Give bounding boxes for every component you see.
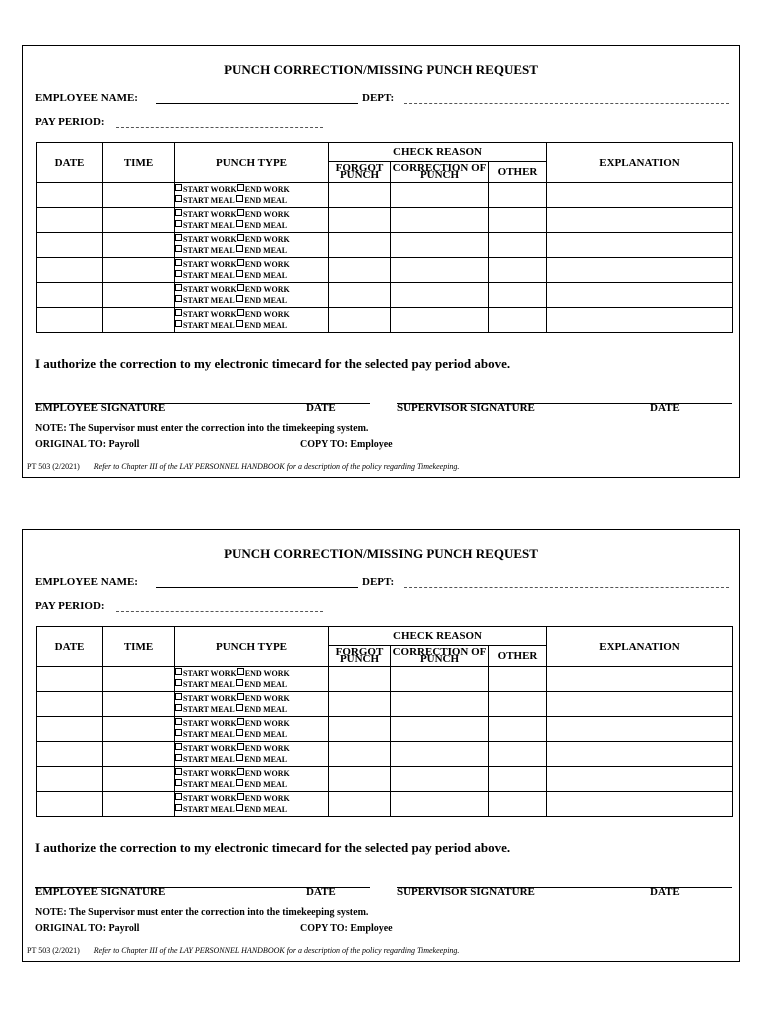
start-work-label: START WORK	[183, 669, 237, 678]
employee-name-field[interactable]	[156, 103, 358, 104]
time-cell[interactable]	[103, 792, 175, 817]
time-cell[interactable]	[103, 742, 175, 767]
checkbox-icon	[175, 220, 182, 227]
correction-of-punch-cell[interactable]	[391, 717, 489, 742]
supervisor-date-label: DATE	[650, 402, 680, 414]
start-work-checkbox[interactable]	[175, 260, 237, 269]
start-work-checkbox[interactable]	[175, 310, 237, 319]
end-work-checkbox[interactable]	[237, 210, 290, 219]
punch-type-cell	[175, 767, 329, 792]
start-meal-checkbox[interactable]	[175, 246, 234, 255]
end-work-label: END WORK	[244, 769, 290, 778]
forgot-punch-cell[interactable]	[329, 183, 391, 208]
end-work-checkbox[interactable]	[237, 744, 290, 753]
explanation-column-header: EXPLANATION	[547, 627, 733, 667]
checkbox-icon	[175, 234, 182, 241]
checkbox-icon	[237, 693, 244, 700]
start-meal-checkbox[interactable]	[175, 730, 234, 739]
dept-field[interactable]	[404, 587, 729, 588]
date-cell[interactable]	[37, 208, 103, 233]
start-meal-checkbox[interactable]	[175, 780, 234, 789]
start-work-checkbox[interactable]	[175, 694, 237, 703]
end-meal-checkbox[interactable]	[236, 271, 287, 280]
checkbox-icon	[175, 295, 182, 302]
start-work-label: START WORK	[183, 235, 237, 244]
explanation-cell[interactable]	[547, 767, 733, 792]
employee-signature-label: EMPLOYEE SIGNATURE	[35, 886, 166, 898]
other-cell[interactable]	[489, 233, 547, 258]
explanation-cell[interactable]	[547, 717, 733, 742]
end-meal-label: END MEAL	[244, 730, 288, 739]
correction-of-punch-cell[interactable]	[391, 183, 489, 208]
dept-field[interactable]	[404, 103, 729, 104]
end-work-label: END WORK	[244, 235, 290, 244]
end-meal-checkbox[interactable]	[236, 755, 287, 764]
time-column-header: TIME	[103, 143, 175, 183]
start-meal-label: START MEAL	[183, 755, 235, 764]
checkbox-icon	[237, 768, 244, 775]
start-meal-checkbox[interactable]	[175, 196, 234, 205]
explanation-cell[interactable]	[547, 233, 733, 258]
start-work-checkbox[interactable]	[175, 285, 237, 294]
punch-type-cell	[175, 183, 329, 208]
table-row	[37, 258, 733, 283]
explanation-cell[interactable]	[547, 308, 733, 333]
start-meal-checkbox[interactable]	[175, 321, 234, 330]
time-cell[interactable]	[103, 283, 175, 308]
start-meal-label: START MEAL	[183, 680, 235, 689]
supervisor-date-label: DATE	[650, 886, 680, 898]
checkbox-icon	[175, 804, 182, 811]
punch-type-cell	[175, 717, 329, 742]
employee-name-field[interactable]	[156, 587, 358, 588]
correction-of-punch-cell[interactable]	[391, 208, 489, 233]
forgot-punch-cell[interactable]	[329, 717, 391, 742]
checkbox-icon	[236, 245, 243, 252]
checkbox-icon	[175, 209, 182, 216]
end-work-label: END WORK	[244, 210, 290, 219]
end-work-checkbox[interactable]	[237, 260, 290, 269]
table-row	[37, 767, 733, 792]
explanation-cell[interactable]	[547, 208, 733, 233]
start-meal-label: START MEAL	[183, 221, 235, 230]
other-cell[interactable]	[489, 308, 547, 333]
original-to: ORIGINAL TO: Payroll	[35, 439, 140, 450]
checkbox-icon	[175, 793, 182, 800]
end-work-label: END WORK	[244, 310, 290, 319]
end-work-label: END WORK	[244, 260, 290, 269]
checkbox-icon	[236, 320, 243, 327]
other-cell[interactable]	[489, 183, 547, 208]
checkbox-icon	[175, 184, 182, 191]
end-meal-checkbox[interactable]	[236, 705, 287, 714]
start-meal-checkbox[interactable]	[175, 755, 234, 764]
explanation-cell[interactable]	[547, 742, 733, 767]
checkbox-icon	[236, 270, 243, 277]
forgot-punch-cell[interactable]	[329, 692, 391, 717]
start-meal-label: START MEAL	[183, 196, 235, 205]
end-work-checkbox[interactable]	[237, 694, 290, 703]
correction-of-punch-header: CORRECTION OF PUNCH	[391, 646, 489, 667]
punch-table	[36, 142, 733, 333]
start-meal-checkbox[interactable]	[175, 221, 234, 230]
check-reason-header: CHECK REASON	[329, 627, 547, 646]
employee-date-label: DATE	[306, 402, 336, 414]
end-work-label: END WORK	[244, 694, 290, 703]
punch-type-column-header: PUNCH TYPE	[175, 143, 329, 183]
checkbox-icon	[236, 754, 243, 761]
other-cell[interactable]	[489, 742, 547, 767]
time-cell[interactable]	[103, 233, 175, 258]
start-work-label: START WORK	[183, 185, 237, 194]
checkbox-icon	[175, 779, 182, 786]
end-meal-label: END MEAL	[244, 780, 288, 789]
checkbox-icon	[175, 754, 182, 761]
forgot-punch-cell[interactable]	[329, 233, 391, 258]
checkbox-icon	[237, 718, 244, 725]
copy-to: COPY TO: Employee	[300, 439, 393, 450]
checkbox-icon	[175, 679, 182, 686]
time-cell[interactable]	[103, 692, 175, 717]
start-meal-checkbox[interactable]	[175, 705, 234, 714]
pay-period-label: PAY PERIOD:	[35, 600, 105, 612]
employee-name-label: EMPLOYEE NAME:	[35, 576, 138, 588]
start-work-checkbox[interactable]	[175, 719, 237, 728]
end-work-label: END WORK	[244, 794, 290, 803]
checkbox-icon	[175, 195, 182, 202]
employee-signature-label: EMPLOYEE SIGNATURE	[35, 402, 166, 414]
checkbox-icon	[175, 320, 182, 327]
forgot-punch-cell[interactable]	[329, 283, 391, 308]
date-cell[interactable]	[37, 258, 103, 283]
start-work-checkbox[interactable]	[175, 235, 237, 244]
checkbox-icon	[237, 743, 244, 750]
end-work-checkbox[interactable]	[237, 310, 290, 319]
explanation-cell[interactable]	[547, 258, 733, 283]
start-meal-label: START MEAL	[183, 730, 235, 739]
punch-type-cell	[175, 208, 329, 233]
checkbox-icon	[236, 195, 243, 202]
end-meal-checkbox[interactable]	[236, 680, 287, 689]
end-work-checkbox[interactable]	[237, 794, 290, 803]
form-code: PT 503 (2/2021)	[27, 462, 80, 471]
correction-of-punch-cell[interactable]	[391, 692, 489, 717]
end-meal-label: END MEAL	[244, 221, 288, 230]
end-meal-checkbox[interactable]	[236, 730, 287, 739]
form-title: PUNCH CORRECTION/MISSING PUNCH REQUEST	[224, 546, 538, 561]
checkbox-icon	[236, 779, 243, 786]
checkbox-icon	[175, 284, 182, 291]
authorization-statement: I authorize the correction to my electronic timecard for the selected pay period above.	[35, 356, 511, 371]
start-work-label: START WORK	[183, 719, 237, 728]
start-work-label: START WORK	[183, 285, 237, 294]
end-meal-checkbox[interactable]	[236, 805, 287, 814]
form-title: PUNCH CORRECTION/MISSING PUNCH REQUEST	[224, 62, 538, 77]
time-cell[interactable]	[103, 717, 175, 742]
checkbox-icon	[175, 704, 182, 711]
checkbox-icon	[237, 793, 244, 800]
dept-label: DEPT:	[362, 576, 395, 588]
other-cell[interactable]	[489, 258, 547, 283]
end-meal-label: END MEAL	[244, 296, 288, 305]
correction-of-punch-cell[interactable]	[391, 258, 489, 283]
checkbox-icon	[175, 729, 182, 736]
checkbox-icon	[175, 693, 182, 700]
start-work-checkbox[interactable]	[175, 794, 237, 803]
table-row	[37, 233, 733, 258]
checkbox-icon	[236, 729, 243, 736]
time-cell[interactable]	[103, 258, 175, 283]
time-column-header: TIME	[103, 627, 175, 667]
end-work-checkbox[interactable]	[237, 185, 290, 194]
start-meal-checkbox[interactable]	[175, 680, 234, 689]
date-cell[interactable]	[37, 767, 103, 792]
punch-type-cell	[175, 742, 329, 767]
explanation-cell[interactable]	[547, 183, 733, 208]
table-row	[37, 183, 733, 208]
explanation-column-header: EXPLANATION	[547, 143, 733, 183]
table-row	[37, 692, 733, 717]
checkbox-icon	[237, 234, 244, 241]
checkbox-icon	[236, 679, 243, 686]
end-work-checkbox[interactable]	[237, 719, 290, 728]
forgot-punch-cell[interactable]	[329, 792, 391, 817]
other-header: OTHER	[489, 162, 547, 183]
forgot-punch-cell[interactable]	[329, 258, 391, 283]
end-meal-checkbox[interactable]	[236, 196, 287, 205]
checkbox-icon	[175, 259, 182, 266]
end-work-checkbox[interactable]	[237, 669, 290, 678]
checkbox-icon	[175, 668, 182, 675]
pay-period-field[interactable]	[116, 611, 323, 612]
end-meal-label: END MEAL	[244, 680, 288, 689]
correction-of-punch-cell[interactable]	[391, 233, 489, 258]
correction-of-punch-cell[interactable]	[391, 767, 489, 792]
explanation-cell[interactable]	[547, 283, 733, 308]
correction-of-punch-cell[interactable]	[391, 308, 489, 333]
forgot-punch-cell[interactable]	[329, 208, 391, 233]
start-meal-label: START MEAL	[183, 271, 235, 280]
date-column-header: DATE	[37, 143, 103, 183]
handbook-reference: Refer to Chapter III of the LAY PERSONNEL HANDBOOK for a description of the policy regarding Timekeeping.	[93, 462, 460, 471]
date-cell[interactable]	[37, 667, 103, 692]
date-cell[interactable]	[37, 742, 103, 767]
start-work-checkbox[interactable]	[175, 769, 237, 778]
other-cell[interactable]	[489, 692, 547, 717]
table-row	[37, 667, 733, 692]
supervisor-note: NOTE: The Supervisor must enter the correction into the timekeeping system.	[35, 423, 369, 434]
form-footer	[27, 946, 459, 955]
correction-of-punch-cell[interactable]	[391, 792, 489, 817]
time-cell[interactable]	[103, 208, 175, 233]
supervisor-signature-label: SUPERVISOR SIGNATURE	[397, 402, 535, 414]
end-meal-label: END MEAL	[244, 755, 288, 764]
explanation-cell[interactable]	[547, 667, 733, 692]
start-meal-label: START MEAL	[183, 296, 235, 305]
start-work-label: START WORK	[183, 210, 237, 219]
start-meal-label: START MEAL	[183, 805, 235, 814]
forgot-punch-header: FORGOT PUNCH	[329, 646, 391, 667]
end-meal-checkbox[interactable]	[236, 221, 287, 230]
end-meal-label: END MEAL	[244, 246, 288, 255]
start-work-checkbox[interactable]	[175, 669, 237, 678]
forgot-punch-cell[interactable]	[329, 308, 391, 333]
punch-request-form	[22, 45, 740, 478]
time-cell[interactable]	[103, 667, 175, 692]
date-cell[interactable]	[37, 717, 103, 742]
table-row	[37, 717, 733, 742]
punch-type-cell	[175, 308, 329, 333]
original-to: ORIGINAL TO: Payroll	[35, 923, 140, 934]
copy-to: COPY TO: Employee	[300, 923, 393, 934]
date-column-header: DATE	[37, 627, 103, 667]
other-cell[interactable]	[489, 767, 547, 792]
punch-type-cell	[175, 667, 329, 692]
time-cell[interactable]	[103, 308, 175, 333]
checkbox-icon	[175, 718, 182, 725]
start-meal-label: START MEAL	[183, 321, 235, 330]
form-code: PT 503 (2/2021)	[27, 946, 80, 955]
end-work-label: END WORK	[244, 719, 290, 728]
punch-type-cell	[175, 792, 329, 817]
explanation-cell[interactable]	[547, 792, 733, 817]
employee-date-label: DATE	[306, 886, 336, 898]
end-meal-checkbox[interactable]	[236, 246, 287, 255]
date-cell[interactable]	[37, 692, 103, 717]
pay-period-label: PAY PERIOD:	[35, 116, 105, 128]
end-meal-label: END MEAL	[244, 705, 288, 714]
checkbox-icon	[236, 295, 243, 302]
supervisor-note: NOTE: The Supervisor must enter the correction into the timekeeping system.	[35, 907, 369, 918]
end-meal-label: END MEAL	[244, 271, 288, 280]
pay-period-field[interactable]	[116, 127, 323, 128]
punch-type-column-header: PUNCH TYPE	[175, 627, 329, 667]
start-meal-label: START MEAL	[183, 705, 235, 714]
start-meal-checkbox[interactable]	[175, 296, 234, 305]
punch-table	[36, 626, 733, 817]
end-work-label: END WORK	[244, 669, 290, 678]
start-work-checkbox[interactable]	[175, 210, 237, 219]
forgot-punch-cell[interactable]	[329, 667, 391, 692]
time-cell[interactable]	[103, 767, 175, 792]
end-work-label: END WORK	[244, 185, 290, 194]
date-cell[interactable]	[37, 308, 103, 333]
time-cell[interactable]	[103, 183, 175, 208]
start-work-checkbox[interactable]	[175, 185, 237, 194]
end-meal-label: END MEAL	[244, 805, 288, 814]
start-work-checkbox[interactable]	[175, 744, 237, 753]
start-meal-checkbox[interactable]	[175, 805, 234, 814]
end-work-label: END WORK	[244, 744, 290, 753]
other-cell[interactable]	[489, 792, 547, 817]
checkbox-icon	[237, 309, 244, 316]
forgot-punch-header: FORGOT PUNCH	[329, 162, 391, 183]
table-row	[37, 208, 733, 233]
table-row	[37, 742, 733, 767]
end-meal-checkbox[interactable]	[236, 321, 287, 330]
punch-type-cell	[175, 233, 329, 258]
date-cell[interactable]	[37, 183, 103, 208]
employee-name-label: EMPLOYEE NAME:	[35, 92, 138, 104]
handbook-reference: Refer to Chapter III of the LAY PERSONNEL HANDBOOK for a description of the policy regarding Timekeeping.	[93, 946, 460, 955]
other-header: OTHER	[489, 646, 547, 667]
date-cell[interactable]	[37, 283, 103, 308]
other-cell[interactable]	[489, 667, 547, 692]
forgot-punch-cell[interactable]	[329, 742, 391, 767]
end-work-label: END WORK	[244, 285, 290, 294]
start-work-label: START WORK	[183, 310, 237, 319]
checkbox-icon	[237, 209, 244, 216]
correction-of-punch-cell[interactable]	[391, 667, 489, 692]
check-reason-header: CHECK REASON	[329, 143, 547, 162]
checkbox-icon	[237, 184, 244, 191]
dept-label: DEPT:	[362, 92, 395, 104]
other-cell[interactable]	[489, 283, 547, 308]
punch-type-cell	[175, 258, 329, 283]
start-meal-checkbox[interactable]	[175, 271, 234, 280]
authorization-statement: I authorize the correction to my electronic timecard for the selected pay period above.	[35, 840, 511, 855]
end-work-checkbox[interactable]	[237, 769, 290, 778]
start-work-label: START WORK	[183, 769, 237, 778]
end-meal-label: END MEAL	[244, 321, 288, 330]
end-work-checkbox[interactable]	[237, 235, 290, 244]
supervisor-signature-label: SUPERVISOR SIGNATURE	[397, 886, 535, 898]
punch-type-cell	[175, 692, 329, 717]
checkbox-icon	[237, 668, 244, 675]
date-cell[interactable]	[37, 792, 103, 817]
checkbox-icon	[236, 220, 243, 227]
start-work-label: START WORK	[183, 794, 237, 803]
forgot-punch-cell[interactable]	[329, 767, 391, 792]
table-row	[37, 308, 733, 333]
other-cell[interactable]	[489, 208, 547, 233]
checkbox-icon	[236, 704, 243, 711]
checkbox-icon	[237, 259, 244, 266]
date-cell[interactable]	[37, 233, 103, 258]
table-row	[37, 283, 733, 308]
checkbox-icon	[175, 768, 182, 775]
start-meal-label: START MEAL	[183, 780, 235, 789]
end-work-checkbox[interactable]	[237, 285, 290, 294]
correction-of-punch-cell[interactable]	[391, 283, 489, 308]
other-cell[interactable]	[489, 717, 547, 742]
start-work-label: START WORK	[183, 694, 237, 703]
explanation-cell[interactable]	[547, 692, 733, 717]
checkbox-icon	[175, 270, 182, 277]
checkbox-icon	[236, 804, 243, 811]
checkbox-icon	[237, 284, 244, 291]
correction-of-punch-cell[interactable]	[391, 742, 489, 767]
form-footer	[27, 462, 459, 471]
end-meal-checkbox[interactable]	[236, 296, 287, 305]
punch-request-form	[22, 529, 740, 962]
start-work-label: START WORK	[183, 260, 237, 269]
correction-of-punch-header: CORRECTION OF PUNCH	[391, 162, 489, 183]
table-row	[37, 792, 733, 817]
punch-type-cell	[175, 283, 329, 308]
start-meal-label: START MEAL	[183, 246, 235, 255]
end-meal-checkbox[interactable]	[236, 780, 287, 789]
checkbox-icon	[175, 245, 182, 252]
checkbox-icon	[175, 309, 182, 316]
start-work-label: START WORK	[183, 744, 237, 753]
checkbox-icon	[175, 743, 182, 750]
end-meal-label: END MEAL	[244, 196, 288, 205]
